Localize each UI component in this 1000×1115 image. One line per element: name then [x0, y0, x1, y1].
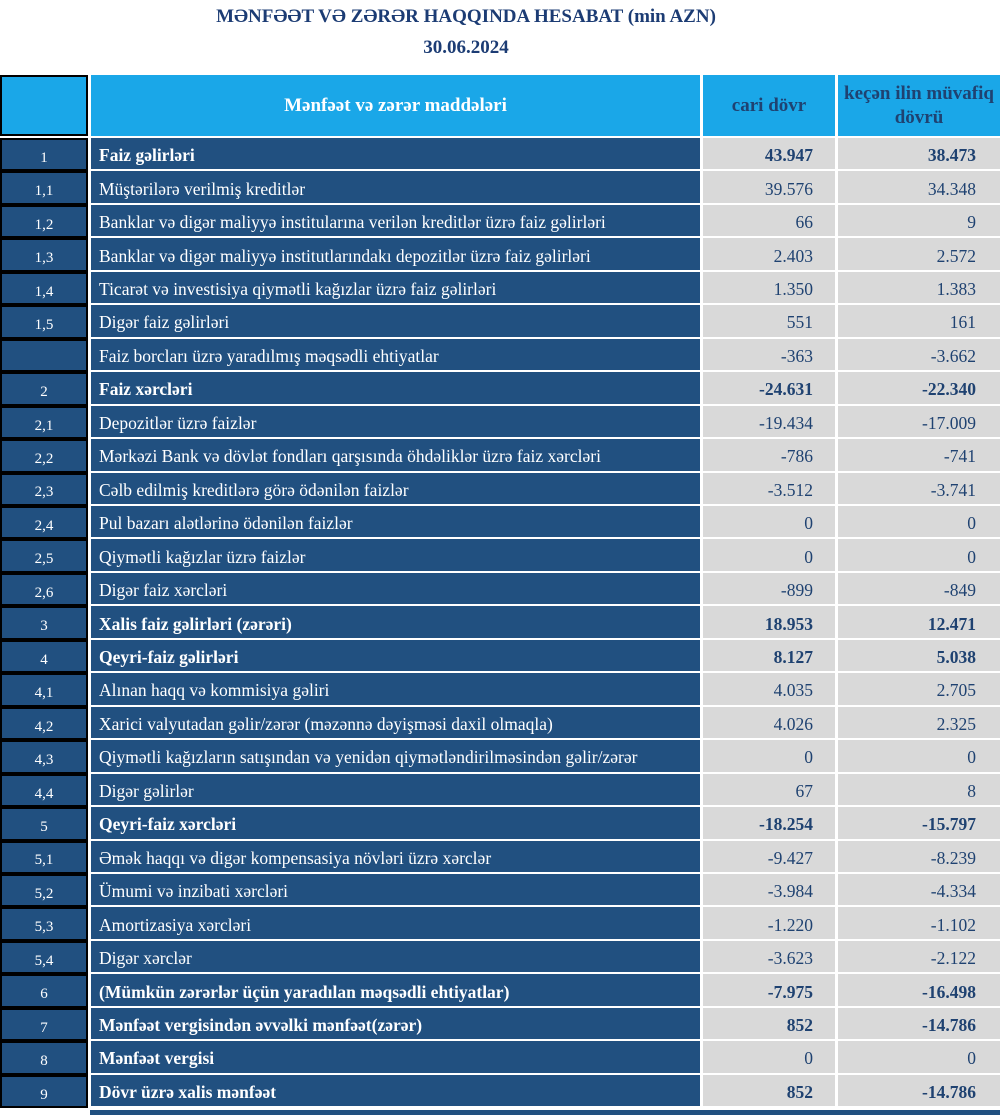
row-label-cell: Müştərilərə verilmiş kreditlər [91, 171, 700, 202]
row-number-cell: 5,4 [0, 941, 88, 974]
table-row [0, 305, 1000, 338]
table-row [0, 606, 1000, 639]
row-number-cell: 2,5 [0, 539, 88, 572]
row-current-value-cell: 43.947 [703, 138, 835, 169]
row-previous-value-cell: -8.239 [838, 841, 1000, 872]
table-row [0, 372, 1000, 405]
row-previous-value-cell: -14.786 [838, 1008, 1000, 1039]
row-label-cell: Digər xərclər [91, 941, 700, 972]
table-row [0, 740, 1000, 773]
table-row [0, 841, 1000, 874]
row-current-value-cell: 551 [703, 305, 835, 336]
row-current-value-cell: 0 [703, 539, 835, 570]
row-label-cell: Dövr üzrə xalis mənfəət [91, 1075, 700, 1106]
row-current-value-cell: -24.631 [703, 372, 835, 403]
row-current-value-cell: 67 [703, 774, 835, 805]
row-previous-value-cell: 34.348 [838, 171, 1000, 202]
table-row [0, 205, 1000, 238]
row-number-cell: 7 [0, 1008, 88, 1041]
row-previous-value-cell: 12.471 [838, 606, 1000, 637]
table-header-row [0, 75, 1000, 136]
table-row [0, 774, 1000, 807]
row-number-cell: 1,1 [0, 171, 88, 204]
table-row [0, 439, 1000, 472]
row-label-cell: Banklar və digər maliyyə institutlarındakı depozitlər üzrə faiz gəlirləri [91, 238, 700, 269]
row-previous-value-cell: -741 [838, 439, 1000, 470]
row-previous-value-cell: -15.797 [838, 807, 1000, 838]
row-label-cell: Qeyri-faiz gəlirləri [91, 640, 700, 671]
row-number-cell: 2,3 [0, 473, 88, 506]
row-previous-value-cell: 2.325 [838, 707, 1000, 738]
row-previous-value-cell: -2.122 [838, 941, 1000, 972]
table-row [0, 707, 1000, 740]
pnl-table [0, 75, 1000, 1115]
row-current-value-cell: -3.984 [703, 874, 835, 905]
table-row [0, 339, 1000, 372]
row-previous-value-cell: 2.572 [838, 238, 1000, 269]
row-label-cell: Mənfəət vergisi [91, 1041, 700, 1072]
row-label-cell: Digər gəlirlər [91, 774, 700, 805]
row-previous-value-cell: -4.334 [838, 874, 1000, 905]
row-number-cell: 1 [0, 138, 88, 171]
row-number-cell: 2,1 [0, 406, 88, 439]
table-row [0, 1041, 1000, 1074]
row-label-cell: Faiz gəlirləri [91, 138, 700, 169]
row-label-cell: Depozitlər üzrə faizlər [91, 406, 700, 437]
header-cell-current-period: cari dövr [703, 75, 835, 136]
row-current-value-cell: 66 [703, 205, 835, 236]
row-previous-value-cell: -22.340 [838, 372, 1000, 403]
row-previous-value-cell: 2.705 [838, 673, 1000, 704]
table-row [0, 573, 1000, 606]
row-number-cell: 2,4 [0, 506, 88, 539]
row-previous-value-cell: 0 [838, 740, 1000, 771]
row-number-cell: 5 [0, 807, 88, 840]
report-title: MƏNFƏƏT VƏ ZƏRƏR HAQQINDA HESABAT (min AZN) [216, 6, 716, 27]
row-label-cell: Faiz xərcləri [91, 372, 700, 403]
row-current-value-cell: 8.127 [703, 640, 835, 671]
table-row [0, 874, 1000, 907]
table-row [0, 238, 1000, 271]
row-current-value-cell: 852 [703, 1008, 835, 1039]
table-bottom-bar [90, 1110, 1000, 1115]
row-label-cell: Ticarət və investisiya qiymətli kağızlar üzrə faiz gəlirləri [91, 272, 700, 303]
row-previous-value-cell: 0 [838, 539, 1000, 570]
row-label-cell: Xalis faiz gəlirləri (zərəri) [91, 606, 700, 637]
row-number-cell: 8 [0, 1041, 88, 1074]
row-current-value-cell: 1.350 [703, 272, 835, 303]
table-row [0, 907, 1000, 940]
row-label-cell: Qiymətli kağızların satışından və yenidən qiymətləndirilməsindən gəlir/zərər [91, 740, 700, 771]
row-number-cell: 9 [0, 1075, 88, 1108]
row-label-cell: Banklar və digər maliyyə institularına verilən kreditlər üzrə faiz gəlirləri [91, 205, 700, 236]
row-label-cell: Əmək haqqı və digər kompensasiya növləri üzrə xərclər [91, 841, 700, 872]
table-body [0, 138, 1000, 1108]
row-label-cell: Xarici valyutadan gəlir/zərər (məzənnə dəyişməsi daxil olmaqla) [91, 707, 700, 738]
row-number-cell: 4,1 [0, 673, 88, 706]
row-label-cell: Ümumi və inzibati xərcləri [91, 874, 700, 905]
row-label-cell: Digər faiz gəlirləri [91, 305, 700, 336]
row-previous-value-cell: -14.786 [838, 1075, 1000, 1106]
row-number-cell: 4 [0, 640, 88, 673]
row-previous-value-cell: 1.383 [838, 272, 1000, 303]
row-current-value-cell: 4.035 [703, 673, 835, 704]
row-previous-value-cell: 5.038 [838, 640, 1000, 671]
table-row [0, 974, 1000, 1007]
row-previous-value-cell: 8 [838, 774, 1000, 805]
row-label-cell: Mənfəət vergisindən əvvəlki mənfəət(zərər) [91, 1008, 700, 1039]
row-previous-value-cell: 161 [838, 305, 1000, 336]
row-current-value-cell: 0 [703, 740, 835, 771]
row-number-cell: 1,3 [0, 238, 88, 271]
row-current-value-cell: 0 [703, 1041, 835, 1072]
row-current-value-cell: -1.220 [703, 907, 835, 938]
row-previous-value-cell: 0 [838, 506, 1000, 537]
row-previous-value-cell: 0 [838, 1041, 1000, 1072]
row-label-cell: Qeyri-faiz xərcləri [91, 807, 700, 838]
row-current-value-cell: -899 [703, 573, 835, 604]
table-row [0, 473, 1000, 506]
row-number-cell: 1,2 [0, 205, 88, 238]
table-row [0, 272, 1000, 305]
row-previous-value-cell: -849 [838, 573, 1000, 604]
row-number-cell: 1,5 [0, 305, 88, 338]
row-current-value-cell: 4.026 [703, 707, 835, 738]
report-date: 30.06.2024 [423, 37, 509, 58]
row-current-value-cell: -9.427 [703, 841, 835, 872]
header-cell-index [0, 75, 88, 136]
row-label-cell: Digər faiz xərcləri [91, 573, 700, 604]
table-row [0, 1075, 1000, 1108]
row-current-value-cell: 18.953 [703, 606, 835, 637]
row-current-value-cell: -363 [703, 339, 835, 370]
row-label-cell: Amortizasiya xərcləri [91, 907, 700, 938]
row-current-value-cell: 2.403 [703, 238, 835, 269]
row-number-cell: 4,4 [0, 774, 88, 807]
row-current-value-cell: -3.623 [703, 941, 835, 972]
row-label-cell: Cəlb edilmiş kreditlərə görə ödənilən faizlər [91, 473, 700, 504]
header-cell-previous-period: keçən ilin müvafiq dövrü [838, 75, 1000, 136]
row-number-cell: 5,3 [0, 907, 88, 940]
row-number-cell: 5,1 [0, 841, 88, 874]
row-label-cell: Mərkəzi Bank və dövlət fondları qarşısında öhdəliklər üzrə faiz xərcləri [91, 439, 700, 470]
table-row [0, 807, 1000, 840]
row-current-value-cell: -3.512 [703, 473, 835, 504]
table-row [0, 506, 1000, 539]
row-previous-value-cell: -16.498 [838, 974, 1000, 1005]
row-current-value-cell: -786 [703, 439, 835, 470]
table-row [0, 1008, 1000, 1041]
row-number-cell: 1,4 [0, 272, 88, 305]
table-row [0, 171, 1000, 204]
table-row [0, 941, 1000, 974]
row-previous-value-cell: -3.741 [838, 473, 1000, 504]
row-number-cell: 3 [0, 606, 88, 639]
row-label-cell: Faiz borcları üzrə yaradılmış məqsədli ehtiyatlar [91, 339, 700, 370]
row-previous-value-cell: -1.102 [838, 907, 1000, 938]
row-number-cell: 2 [0, 372, 88, 405]
row-previous-value-cell: 9 [838, 205, 1000, 236]
row-current-value-cell: 852 [703, 1075, 835, 1106]
row-number-cell: 4,3 [0, 740, 88, 773]
row-current-value-cell: 0 [703, 506, 835, 537]
table-row [0, 138, 1000, 171]
row-current-value-cell: -18.254 [703, 807, 835, 838]
table-row [0, 673, 1000, 706]
row-number-cell: 6 [0, 974, 88, 1007]
row-previous-value-cell: -17.009 [838, 406, 1000, 437]
row-previous-value-cell: -3.662 [838, 339, 1000, 370]
row-label-cell: (Mümkün zərərlər üçün yaradılan məqsədli ehtiyatlar) [91, 974, 700, 1005]
table-row [0, 406, 1000, 439]
row-label-cell: Pul bazarı alətlərinə ödənilən faizlər [91, 506, 700, 537]
row-label-cell: Alınan haqq və kommisiya gəliri [91, 673, 700, 704]
row-number-cell [0, 339, 88, 372]
row-current-value-cell: 39.576 [703, 171, 835, 202]
row-number-cell: 2,6 [0, 573, 88, 606]
row-current-value-cell: -7.975 [703, 974, 835, 1005]
row-label-cell: Qiymətli kağızlar üzrə faizlər [91, 539, 700, 570]
table-row [0, 539, 1000, 572]
row-current-value-cell: -19.434 [703, 406, 835, 437]
row-previous-value-cell: 38.473 [838, 138, 1000, 169]
row-number-cell: 5,2 [0, 874, 88, 907]
row-number-cell: 2,2 [0, 439, 88, 472]
table-row [0, 640, 1000, 673]
row-number-cell: 4,2 [0, 707, 88, 740]
header-cell-items: Mənfəət və zərər maddələri [91, 75, 700, 136]
